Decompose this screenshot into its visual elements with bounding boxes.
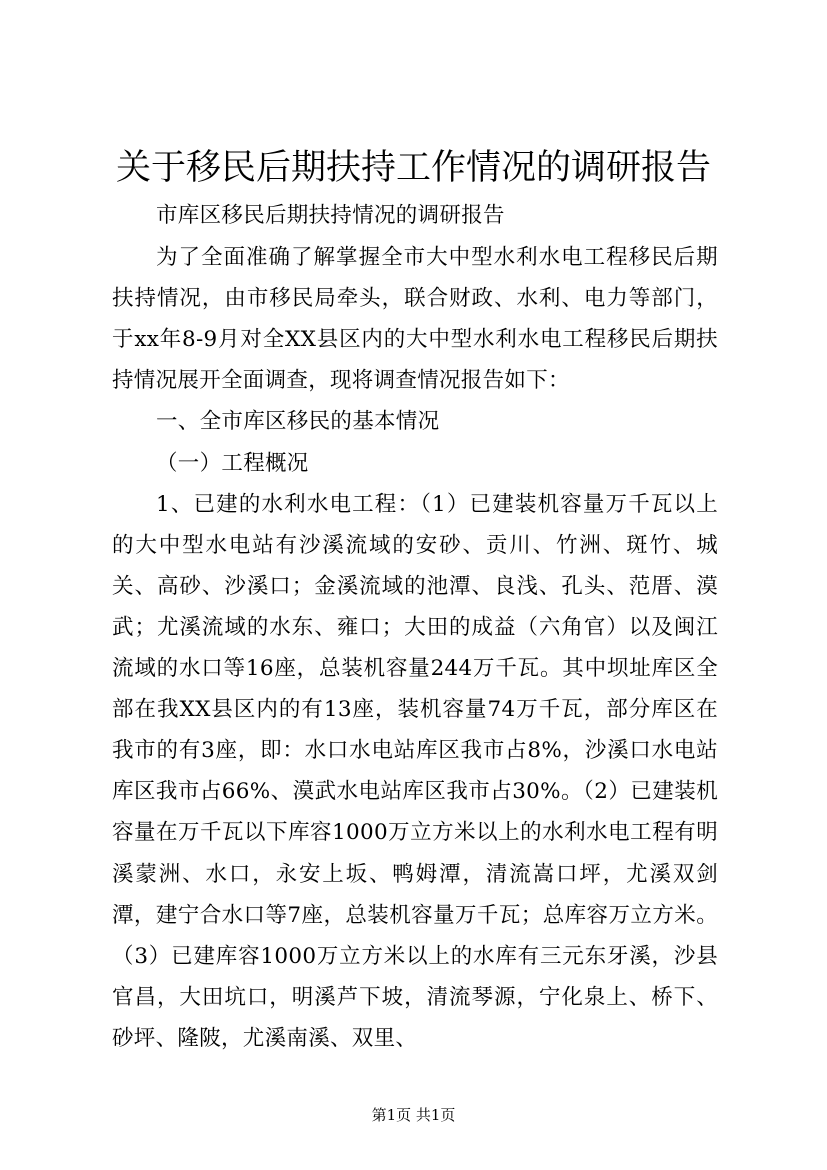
section-heading: 一、全市库区移民的基本情况: [156, 409, 440, 435]
paragraph-intro: 为了全面准确了解掌握全市大中型水利水电工程移民后期扶持情况，由市移民局牵头，联合财政、水利、电力等部门，于xx年8-9月对全XX县区内的大中型水利水电工程移民后期扶持情况展开全面调查，现将调查情况报告如下：: [112, 245, 718, 394]
paragraph-projects: 1、已建的水利水电工程：（1）已建装机容量万千瓦以上的大中型水电站有沙溪流域的安砂、贡川、竹洲、斑竹、城关、高砂、沙溪口；金溪流域的池潭、良浅、孔头、范厝、漠武；尤溪流域的水东、雍口；大田的成益（六角官）以及闽江流域的水口等16座，总装机容量244万千瓦。其中坝址库区全部在我XX县区内的有13座，装机容量74万千瓦，部分库区在我市的有3座，即：水口水电站库区我市占8%，沙溪口水电站库区我市占66%、漠武水电站库区我市占30%。（2）已建装机容量在万千瓦以下库容1000万立方米以上的水利水电工程有明溪蒙洲、水口，永安上坂、鸭姆潭，清流嵩口坪，尤溪双剑潭，建宁合水口等7座，总装机容量万千瓦；总库容万立方米。（3）已建库容1000万立方米以上的水库有三元东牙溪，沙县官昌，大田坑口，明溪芦下坡，清流琴源，宁化泉上、桥下、砂坪、隆陂，尤溪南溪、双里、: [112, 491, 718, 1051]
document-body: [112, 195, 718, 1059]
subsection-heading: （一）工程概况: [156, 450, 309, 476]
paragraph-subtitle: 市库区移民后期扶持情况的调研报告: [156, 203, 505, 228]
page-number-footer: 第1页 共1页: [371, 1106, 456, 1124]
document-title: 关于移民后期扶持工作情况的调研报告: [115, 148, 711, 188]
